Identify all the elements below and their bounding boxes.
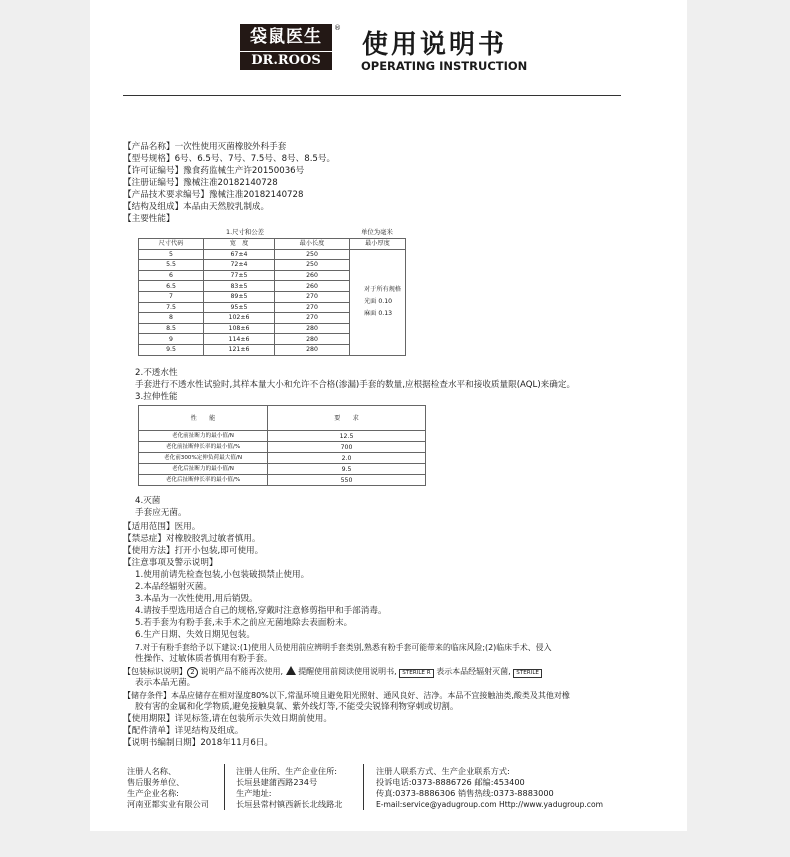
size-table bbox=[138, 238, 406, 356]
pkg-text: 表示本品经辐射灭菌, bbox=[436, 667, 511, 676]
tail-line: 【使用期限】详见标签,请在包装所示失效日期前使用。 bbox=[123, 714, 332, 724]
table1-cell: 114±6 bbox=[204, 334, 275, 345]
header-divider bbox=[123, 95, 621, 96]
table1-cell: 7.5 bbox=[139, 302, 204, 313]
package-marks-line bbox=[123, 666, 542, 678]
note-line: 1.使用前请先检查包装,小包装破损禁止使用。 bbox=[135, 570, 310, 580]
table1-cell: 72±4 bbox=[204, 260, 275, 271]
pkg-text: 提醒使用前阅读使用说明书, bbox=[298, 667, 397, 676]
usage-line: 【禁忌症】对橡胶胶乳过敏者慎用。 bbox=[123, 534, 261, 544]
table2-cell: 700 bbox=[268, 442, 426, 453]
table2-cell: 老化前扯断伸长率的最小值/% bbox=[139, 442, 268, 453]
sterile-symbol: STERILE bbox=[513, 669, 542, 678]
note-line: 性操作、过敏体质者慎用有粉手套。 bbox=[135, 654, 273, 664]
section-title: 2.不透水性 bbox=[135, 368, 178, 378]
caution-icon bbox=[286, 666, 296, 675]
table1-cell: 7 bbox=[139, 291, 204, 302]
table1-header: 最小长度 bbox=[275, 239, 350, 250]
brand-logo bbox=[240, 24, 332, 70]
footer-line: 河南亚都实业有限公司 bbox=[127, 799, 209, 809]
page-subtitle: OPERATING INSTRUCTION bbox=[361, 59, 528, 73]
footer-divider bbox=[363, 764, 364, 810]
footer-line: 长垣县常村镇西新长北线路北 bbox=[236, 799, 343, 809]
table1-cell: 89±5 bbox=[204, 291, 275, 302]
thickness-cell bbox=[350, 249, 406, 355]
table1-header: 宽 度 bbox=[204, 239, 275, 250]
table1-cell: 77±5 bbox=[204, 270, 275, 281]
table1-cell: 108±6 bbox=[204, 323, 275, 334]
table1-cell: 280 bbox=[275, 334, 350, 345]
note-line: 3.本品为一次性使用,用后销毁。 bbox=[135, 594, 258, 604]
tensile-table bbox=[138, 405, 426, 486]
table1-cell: 250 bbox=[275, 249, 350, 260]
note-line: 2.本品经辐射灭菌。 bbox=[135, 582, 212, 592]
table1-cell: 8 bbox=[139, 313, 204, 324]
table1-cell: 270 bbox=[275, 302, 350, 313]
pkg-text: 说明产品不能再次使用, bbox=[200, 667, 284, 676]
footer-line: 生产企业名称: bbox=[127, 788, 179, 798]
table1-cell: 121±6 bbox=[204, 344, 275, 355]
table1-header: 尺寸代码 bbox=[139, 239, 204, 250]
section-text: 手套进行不透水性试验时,其样本量大小和允许不合格(渗漏)手套的数量,应根据检查水平和接收质量限(AQL)来确定。 bbox=[135, 380, 576, 390]
thickness-line: 麻面 0.13 bbox=[364, 310, 393, 318]
sterile-r-symbol: STERILE R bbox=[399, 669, 433, 678]
table1-cell: 250 bbox=[275, 260, 350, 271]
footer-line: 注册人联系方式、生产企业联系方式: bbox=[376, 766, 510, 776]
table1-cell: 9 bbox=[139, 334, 204, 345]
footer-line: 注册人住所、生产企业住所: bbox=[236, 766, 338, 776]
footer-line: E-mail:service@yadugroup.com Http://www.yadugroup.com bbox=[376, 800, 604, 809]
thickness-line: 光面 0.10 bbox=[364, 298, 393, 306]
footer-line: 售后服务单位、 bbox=[127, 777, 185, 787]
table1-cell: 8.5 bbox=[139, 323, 204, 334]
table2-cell: 9.5 bbox=[268, 464, 426, 475]
storage-line: 胶有害的金属和化学物质,避免接触臭氧、紫外线灯等,不能受尖锐锋利物穿刺或切割。 bbox=[135, 702, 459, 712]
table1-cell: 5.5 bbox=[139, 260, 204, 271]
pkg-label: 【包装标识说明】 bbox=[123, 667, 187, 676]
registered-mark: ® bbox=[334, 24, 341, 32]
footer-divider bbox=[224, 764, 225, 810]
spec-line: 【许可证编号】豫食药监械生产许20150036号 bbox=[123, 166, 305, 176]
tail-line: 【说明书编制日期】2018年11月6日。 bbox=[123, 738, 273, 748]
table1-cell: 260 bbox=[275, 281, 350, 292]
table1-cell: 270 bbox=[275, 291, 350, 302]
table2-cell: 老化后扯断力的最小值/N bbox=[139, 464, 268, 475]
section-title: 3.拉伸性能 bbox=[135, 392, 178, 402]
table1-cell: 5 bbox=[139, 249, 204, 260]
table1-cell: 83±5 bbox=[204, 281, 275, 292]
do-not-reuse-icon: 2 bbox=[187, 667, 198, 678]
table1-cell: 95±5 bbox=[204, 302, 275, 313]
note-line: 4.请按手型选用适合自己的规格,穿戴时注意修剪指甲和手部消毒。 bbox=[135, 606, 387, 616]
table1-cell: 6.5 bbox=[139, 281, 204, 292]
usage-line: 【使用方法】打开小包装,即可使用。 bbox=[123, 546, 264, 556]
table1-header: 最小厚度 bbox=[350, 239, 406, 250]
footer-line: 投诉电话:0373-8886726 邮编:453400 bbox=[376, 777, 525, 787]
footer-line: 注册人名称、 bbox=[127, 766, 177, 776]
table1-cell: 280 bbox=[275, 344, 350, 355]
footer-line: 传真:0373-8886306 销售热线:0373-8883000 bbox=[376, 788, 554, 798]
table2-cell: 老化后扯断伸长率的最小值/% bbox=[139, 475, 268, 486]
table1-cell: 260 bbox=[275, 270, 350, 281]
table2-cell: 老化前300%定伸负荷最大值/N bbox=[139, 453, 268, 464]
table2-cell: 550 bbox=[268, 475, 426, 486]
note-line: 6.生产日期、失效日期见包装。 bbox=[135, 630, 255, 640]
table2-cell: 老化前扯断力的最小值/N bbox=[139, 431, 268, 442]
table1-cell: 102±6 bbox=[204, 313, 275, 324]
thickness-line: 对于所有规格 bbox=[364, 286, 402, 294]
logo-chinese: 袋鼠医生 bbox=[240, 24, 332, 51]
page-title: 使用说明书 bbox=[362, 30, 508, 60]
note-line: 5.若手套为有粉手套,未手术之前应无菌地除去表面粉末。 bbox=[135, 618, 353, 628]
table1-cell: 280 bbox=[275, 323, 350, 334]
table2-header: 性 能 bbox=[139, 406, 268, 431]
spec-line: 【主要性能】 bbox=[123, 214, 175, 224]
table1-cell: 67±4 bbox=[204, 249, 275, 260]
logo-english: DR.ROOS bbox=[240, 52, 332, 70]
table1-cell: 270 bbox=[275, 313, 350, 324]
spec-line: 【产品名称】一次性使用灭菌橡胶外科手套 bbox=[123, 142, 287, 152]
footer-line: 生产地址: bbox=[236, 788, 272, 798]
spec-line: 【注册证编号】豫械注准20182140728 bbox=[123, 178, 278, 188]
pkg-text: 表示本品无菌。 bbox=[135, 678, 196, 688]
note-line: 7.对于有粉手套给予以下建议:(1)使用人员使用前应辨明手套类别,熟悉有粉手套可能带来的临床风险;(2)临床手术、侵入 bbox=[135, 643, 552, 652]
footer-line: 长垣县建蒲西路234号 bbox=[236, 777, 318, 787]
table2-cell: 2.0 bbox=[268, 453, 426, 464]
spec-line: 【型号规格】6号、6.5号、7号、7.5号、8号、8.5号。 bbox=[123, 154, 336, 164]
spec-line: 【产品技术要求编号】豫械注准20182140728 bbox=[123, 190, 304, 200]
table1-cell: 6 bbox=[139, 270, 204, 281]
table2-cell: 12.5 bbox=[268, 431, 426, 442]
spec-line: 【结构及组成】本品由天然胶乳制成。 bbox=[123, 202, 270, 212]
storage-line: 【储存条件】本品应储存在相对湿度80%以下,常温环境且避免阳光照射、通风良好、洁净。本品不宜接触油类,酸类及其他对橡 bbox=[123, 691, 570, 700]
table1-unit: 单位为毫米 bbox=[361, 228, 393, 236]
section-title: 4.灭菌 bbox=[135, 496, 161, 506]
section-text: 手套应无菌。 bbox=[135, 508, 187, 518]
usage-line: 【适用范围】医用。 bbox=[123, 522, 201, 532]
usage-line: 【注意事项及警示说明】 bbox=[123, 558, 218, 568]
table1-cell: 9.5 bbox=[139, 344, 204, 355]
table2-header: 要 求 bbox=[268, 406, 426, 431]
table1-caption: 1.尺寸和公差 bbox=[226, 228, 265, 236]
tail-line: 【配件清单】详见结构及组成。 bbox=[123, 726, 244, 736]
